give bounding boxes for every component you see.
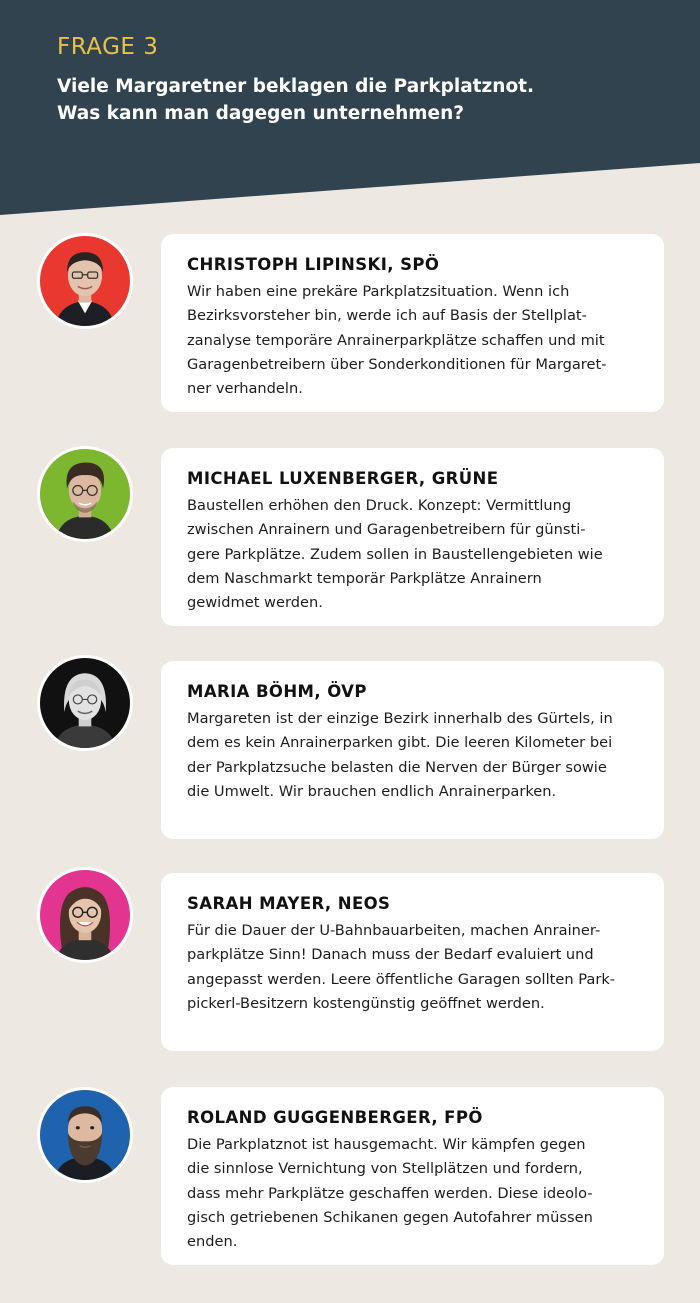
candidate-portrait-lipinski — [37, 233, 133, 329]
portrait-photo-icon — [40, 449, 130, 539]
answer-card — [161, 661, 664, 839]
candidate-answer: Margareten ist der einzige Bezirk innerhalb des Gürtels, in dem es kein Anrainerparken gibt. Die leeren Kilometer bei der Parkplatzsuche belasten die Nerven der Bürger sowie die Umwelt. Wir brauchen endlich Anrainerparken. — [187, 710, 613, 800]
portrait-photo-icon — [40, 870, 130, 960]
answer-card — [161, 1087, 664, 1265]
candidate-answer: Die Parkplatznot ist hausgemacht. Wir kämpfen gegen die sinnlose Vernichtung von Stellplätzen und fordern, dass mehr Parkplätze geschaffen werden. Diese ideolo- gisch getriebenen Schikanen gegen Autofahrer müssen enden. — [187, 1136, 593, 1251]
question-number: FRAGE 3 — [57, 34, 159, 60]
portrait-photo-icon — [40, 1090, 130, 1180]
candidate-portrait-boehm — [37, 655, 133, 751]
candidate-name: MICHAEL LUXENBERGER, GRÜNE — [187, 469, 499, 488]
answer-card — [161, 873, 664, 1051]
candidate-answer: Für die Dauer der U-Bahnbauarbeiten, machen Anrainer- parkplätze Sinn! Danach muss der Bedarf evaluiert und angepasst werden. Leere öffentliche Garagen sollten Park- pickerl-Besitzern kostengünstig geöffnet werden. — [187, 922, 616, 1012]
candidate-name: ROLAND GUGGENBERGER, FPÖ — [187, 1108, 483, 1127]
portrait-photo-icon — [40, 658, 130, 748]
candidate-name: CHRISTOPH LIPINSKI, SPÖ — [187, 255, 440, 274]
answer-card — [161, 448, 664, 626]
candidate-answer: Baustellen erhöhen den Druck. Konzept: Vermittlung zwischen Anrainern und Garagenbetreibern für günsti- gere Parkplätze. Zudem sollen in Baustellengebieten wie dem Naschmarkt temporär Parkplätze Anrainern gewidmet werden. — [187, 497, 603, 612]
candidate-portrait-guggenberger — [37, 1087, 133, 1183]
candidate-answer: Wir haben eine prekäre Parkplatzsituation. Wenn ich Bezirksvorsteher bin, werde ich auf Basis der Stellplat- zanalyse temporäre Anrainerparkplätze schaffen und mit Garagenbetreibern über Sonderkonditionen für Margaret- ner verhandeln. — [187, 283, 607, 398]
question-text: Viele Margaretner beklagen die Parkplatznot. Was kann man dagegen unternehmen? — [57, 76, 535, 124]
portrait-photo-icon — [40, 236, 130, 326]
candidate-name: SARAH MAYER, NEOS — [187, 894, 391, 913]
candidate-name: MARIA BÖHM, ÖVP — [187, 682, 367, 701]
answer-card — [161, 234, 664, 412]
candidate-portrait-luxenberger — [37, 446, 133, 542]
candidate-portrait-mayer — [37, 867, 133, 963]
